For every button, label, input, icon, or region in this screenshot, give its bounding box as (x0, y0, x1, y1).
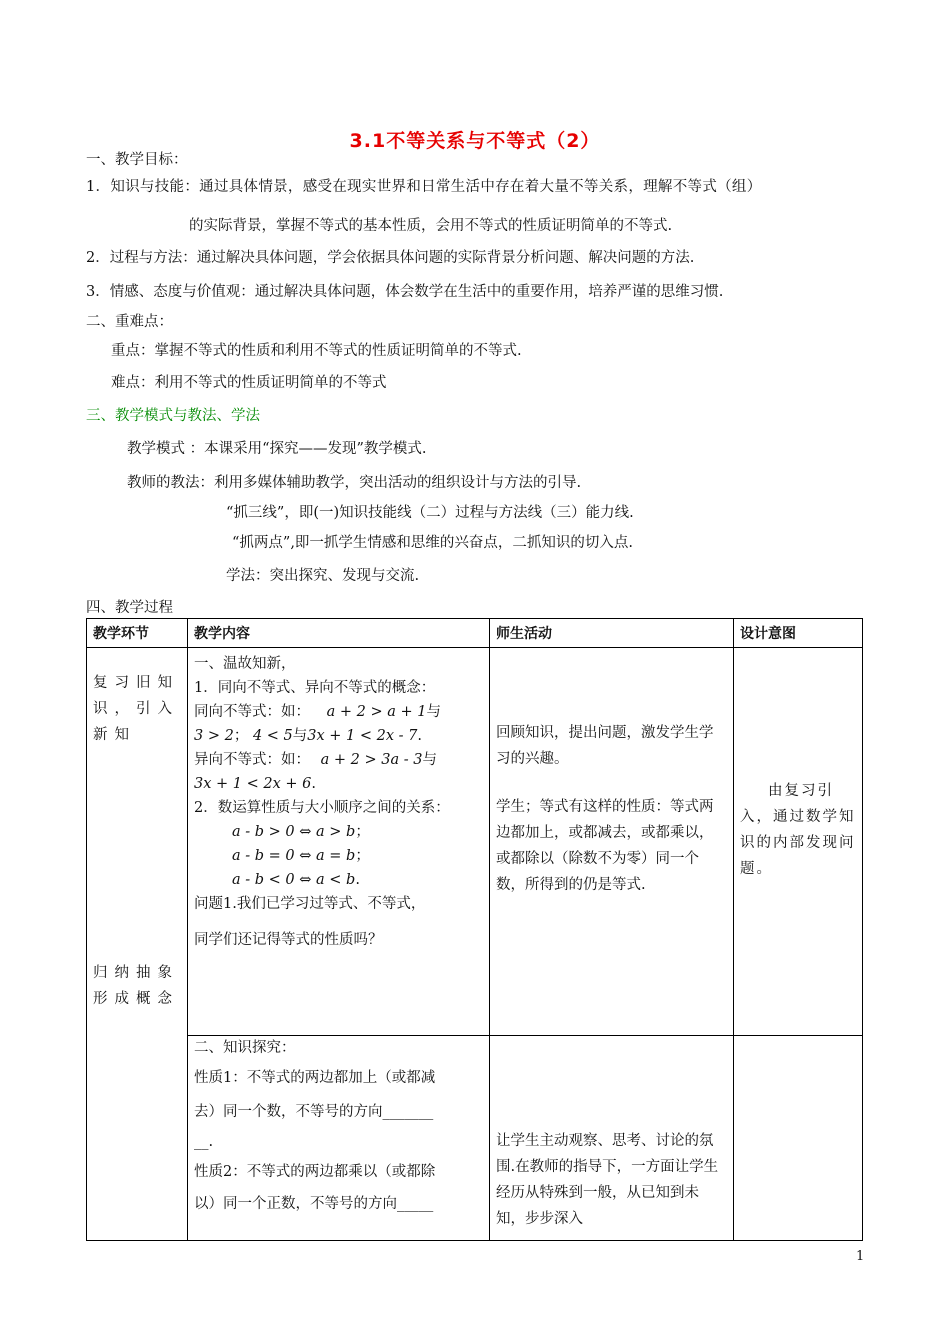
intent-cell-explore (734, 1036, 863, 1241)
relation-equal (194, 844, 483, 868)
inequality-a-plus-2-3a: a + 2 > 3a - 3 (320, 752, 423, 768)
period-3: . (355, 872, 360, 888)
objective-1-line2: 的实际背景，掌握不等式的基本性质，会用不等式的性质证明简单的不等式. (189, 218, 673, 234)
teaching-process-table (86, 618, 863, 1241)
stage-review: 复习旧知识，引入新知 (93, 675, 179, 743)
inequality-a-plus-2: a + 2 > a + 1 (326, 704, 427, 720)
activity-student-answer: 学生；等式有这样的性质：等式两边都加上，或都减去，或都乘以，或都除以（除数不为零）同一个数，所得到的仍是等式. (496, 799, 714, 893)
activity-cell-explore (490, 1036, 734, 1241)
relation-less-formula: a - b < 0 ⇔ a < b (232, 872, 356, 888)
teaching-mode: 教学模式 ：本课采用“探究——发现”教学模式. (127, 441, 427, 457)
stage-cell (87, 648, 188, 1241)
content-opposite-direction-example (194, 772, 483, 796)
teacher-method: 教师的教法：利用多媒体辅助教学，突出活动的组织设计与方法的引导. (127, 475, 582, 491)
objective-3: 3．情感、态度与价值观：通过解决具体问题，体会数学在生活中的重要作用，培养严谨的思维习惯. (86, 284, 724, 300)
property-2-line2: 以）同一个正数，不等号的方向_____ (194, 1196, 434, 1213)
text-and-1: 与 (426, 704, 441, 720)
text-and-2: 与 (292, 728, 308, 744)
inequality-4-lt-5: 4 < 5 (252, 728, 293, 744)
explore-heading: 二、知识探究： (194, 1040, 296, 1057)
section-3-heading: 三、教学模式与教法、学法 (86, 408, 260, 424)
header-content: 教学内容 (188, 619, 490, 648)
property-1-line2: 去）同一个数，不等号的方向_______ (194, 1104, 434, 1121)
semicolon-2: ； (355, 824, 370, 840)
content-same-direction (194, 700, 483, 724)
content-opposite-direction (194, 748, 483, 772)
intent-cell-review (734, 648, 863, 1036)
content-concept-title: 1．同向不等式、异向不等式的概念： (194, 680, 436, 696)
activity-explore: 让学生主动观察、思考、讨论的氛围.在教师的指导下，一方面让学生经历从特殊到一般，从已知到未知，步步深入 (496, 1133, 719, 1228)
activity-review: 回顾知识，提出问题，激发学生学习的兴趣。 (496, 725, 714, 767)
question-1-line2: 同学们还记得等式的性质吗？ (194, 932, 383, 948)
semicolon-3: ； (355, 848, 370, 864)
stage-abstraction: 归纳抽象形成概念 (93, 965, 179, 1007)
relation-less (194, 868, 483, 892)
header-activity: 师生活动 (490, 619, 734, 648)
property-2-line1: 性质2：不等式的两边都乘以（或都除 (194, 1164, 436, 1181)
activity-cell-review (490, 648, 734, 1036)
table-row (87, 648, 863, 1036)
three-lines: “抓三线”，即(一)知识技能线（二）过程与方法线（三）能力线. (226, 505, 634, 521)
inequality-3x-plus-1-2x-plus-6: 3x + 1 < 2x + 6 (194, 776, 312, 792)
section-2-heading: 二、重难点： (86, 314, 173, 330)
inequality-3x-plus-1: 3x + 1 < 2x - 7 (307, 728, 418, 744)
content-cell-explore (188, 1036, 490, 1241)
objective-2: 2．过程与方法：通过解决具体问题，学会依据具体问题的实际背景分析问题、解决问题的方法. (86, 250, 695, 266)
period-1: . (417, 728, 422, 744)
section-1-heading: 一、教学目标： (86, 152, 188, 168)
header-intent: 设计意图 (734, 619, 863, 648)
inequality-3-gt-2: 3 > 2 (194, 728, 234, 744)
content-same-direction-examples (194, 724, 483, 748)
relation-greater (194, 820, 483, 844)
table-header-row (87, 619, 863, 648)
opposite-direction-label: 异向不等式：如： (194, 752, 310, 768)
difficult-point: 难点：利用不等式的性质证明简单的不等式 (111, 375, 387, 391)
page-number: 1 (856, 1249, 865, 1264)
same-direction-label: 同向不等式：如： (194, 704, 310, 720)
property-1-line3: __. (194, 1134, 214, 1151)
content-heading: 一、温故知新， (194, 656, 296, 672)
text-and-3: 与 (422, 752, 437, 768)
key-point: 重点：掌握不等式的性质和利用不等式的性质证明简单的不等式. (111, 343, 522, 359)
table-row (87, 1036, 863, 1241)
two-points: “抓两点”,即一抓学生情感和思维的兴奋点，二抓知识的切入点. (232, 535, 634, 551)
content-order-relation: 2．数运算性质与大小顺序之间的关系： (194, 800, 450, 816)
study-method: 学法：突出探究、发现与交流. (226, 568, 420, 584)
period-2: . (311, 776, 316, 792)
header-stage: 教学环节 (87, 619, 188, 648)
objective-1-line1: 1．知识与技能：通过具体情景，感受在现实世界和日常生活中存在着大量不等关系，理解不等式（组） (86, 179, 762, 195)
question-1-line1: 问题1.我们已学习过等式、不等式， (194, 896, 426, 912)
relation-equal-formula: a - b = 0 ⇔ a = b (232, 848, 356, 864)
content-cell-review (188, 648, 490, 1036)
document-title: 3.1不等关系与不等式（2） (349, 130, 601, 152)
intent-review: 由复习引入，通过数学知识的内部发现问题。 (740, 783, 856, 877)
semicolon-1: ； (233, 728, 249, 744)
relation-greater-formula: a - b > 0 ⇔ a > b (232, 824, 356, 840)
section-4-heading: 四、教学过程 (86, 600, 173, 616)
property-1-line1: 性质1：不等式的两边都加上（或都减 (194, 1070, 436, 1087)
